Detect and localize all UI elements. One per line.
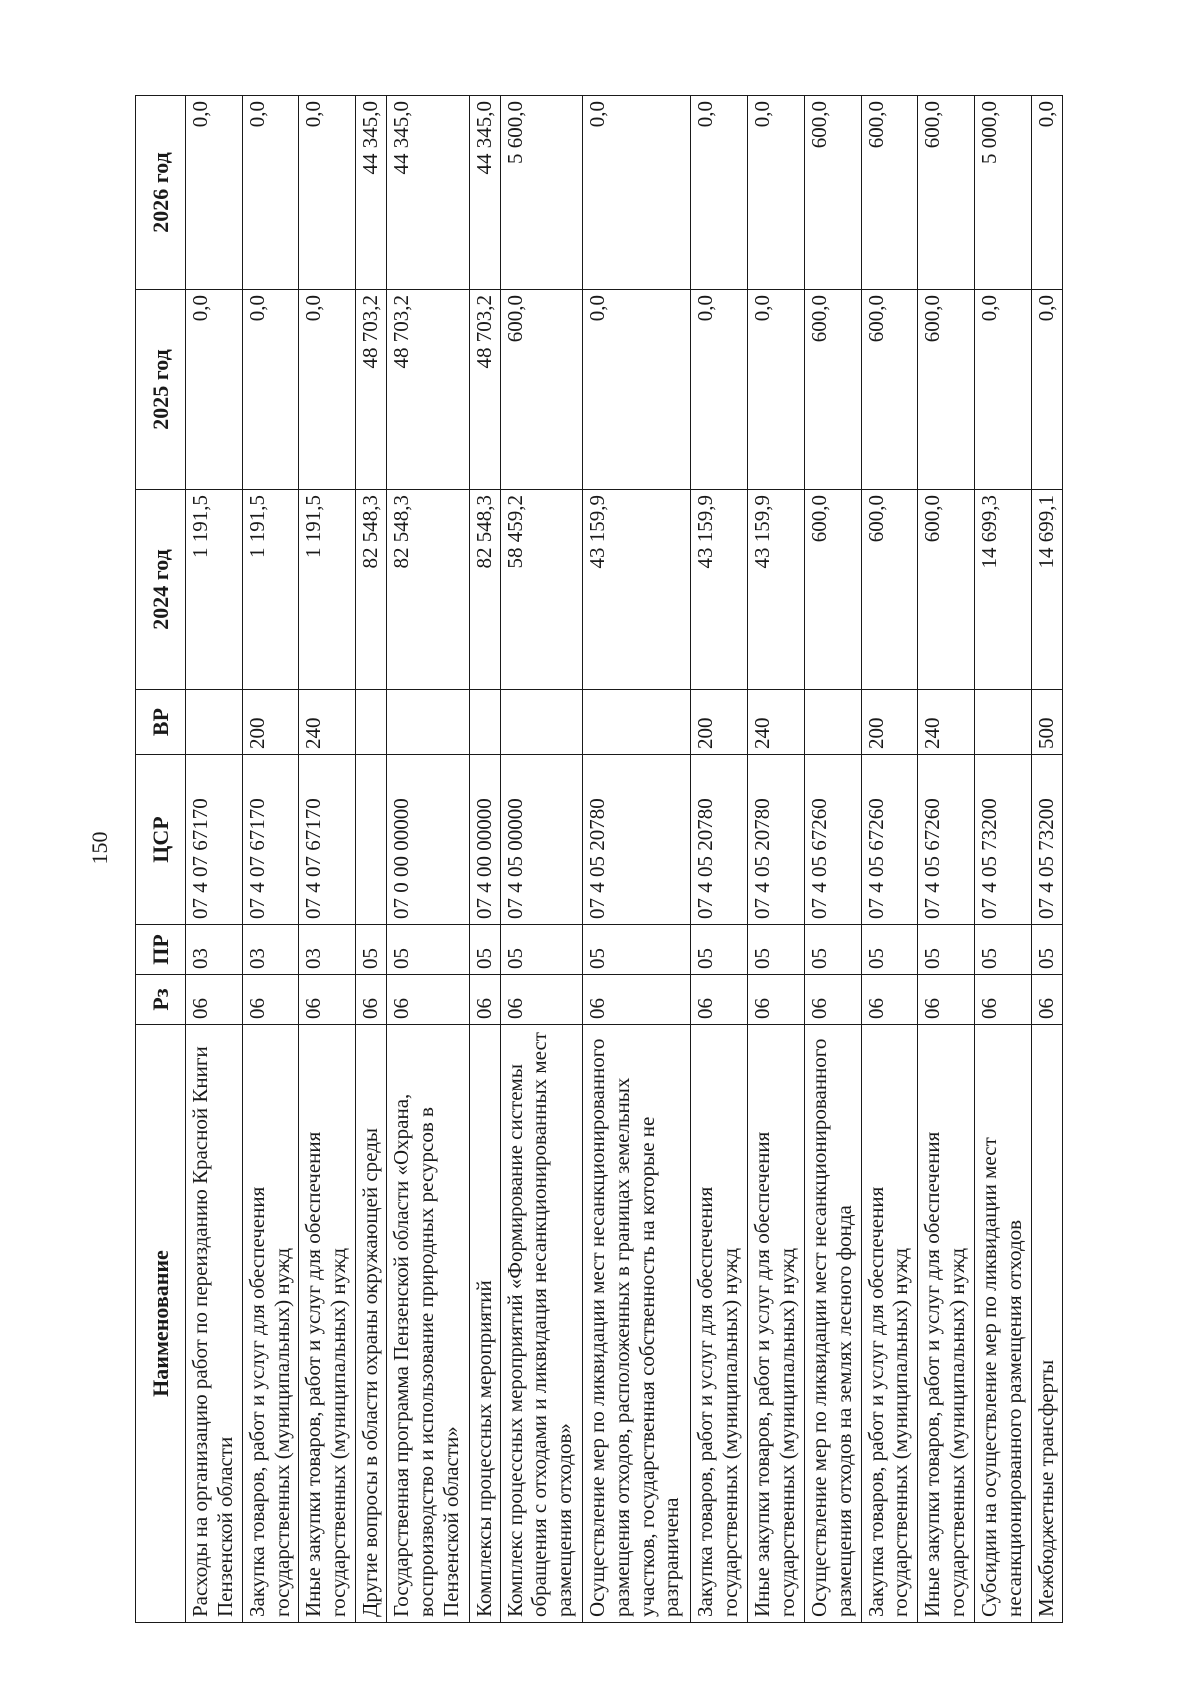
cell-2025: 0,0	[748, 290, 805, 490]
cell-csr: 07 4 05 73200	[1031, 755, 1062, 925]
cell-rz: 06	[748, 975, 805, 1025]
cell-name: Закупка товаров, работ и услуг для обеспечения государственных (муниципальных) нужд	[242, 1025, 299, 1623]
cell-csr: 07 4 07 67170	[242, 755, 299, 925]
cell-vr	[583, 690, 691, 755]
cell-name: Иные закупки товаров, работ и услуг для обеспечения государственных (муниципальных) нужд	[918, 1025, 975, 1623]
table-row	[748, 96, 805, 1623]
cell-2024: 600,0	[918, 490, 975, 690]
cell-2024: 1 191,5	[186, 490, 243, 690]
cell-csr: 07 4 05 20780	[748, 755, 805, 925]
table-row	[804, 96, 861, 1623]
cell-2025: 600,0	[804, 290, 861, 490]
cell-csr: 07 4 05 73200	[975, 755, 1032, 925]
header-2024: 2024 год	[136, 490, 186, 690]
cell-pr: 03	[242, 925, 299, 975]
cell-vr	[387, 690, 470, 755]
cell-pr: 03	[299, 925, 356, 975]
cell-rz: 06	[387, 975, 470, 1025]
cell-name: Иные закупки товаров, работ и услуг для обеспечения государственных (муниципальных) нужд	[299, 1025, 356, 1623]
cell-2025: 48 703,2	[387, 290, 470, 490]
table-row	[583, 96, 691, 1623]
budget-table	[135, 95, 1063, 1623]
cell-vr: 200	[691, 690, 748, 755]
cell-csr: 07 4 05 67260	[861, 755, 918, 925]
cell-2026: 0,0	[691, 96, 748, 290]
cell-rz: 06	[583, 975, 691, 1025]
table-row	[356, 96, 387, 1623]
cell-2025: 0,0	[186, 290, 243, 490]
cell-2024: 43 159,9	[691, 490, 748, 690]
cell-rz: 06	[804, 975, 861, 1025]
cell-pr: 03	[186, 925, 243, 975]
cell-2026: 0,0	[186, 96, 243, 290]
cell-vr	[975, 690, 1032, 755]
cell-name: Осуществление мер по ликвидации мест несанкционированного размещения отходов на землях лесного фонда	[804, 1025, 861, 1623]
cell-2026: 0,0	[299, 96, 356, 290]
rotated-page-content	[135, 96, 1063, 1623]
page-number: 150	[87, 831, 112, 865]
cell-pr: 05	[861, 925, 918, 975]
cell-csr: 07 4 00 00000	[469, 755, 500, 925]
cell-2026: 600,0	[804, 96, 861, 290]
table-row	[469, 96, 500, 1623]
header-vr: ВР	[136, 690, 186, 755]
cell-csr: 07 0 00 00000	[387, 755, 470, 925]
cell-2025: 600,0	[918, 290, 975, 490]
cell-pr: 05	[748, 925, 805, 975]
table-row	[299, 96, 356, 1623]
cell-2024: 82 548,3	[469, 490, 500, 690]
cell-2026: 5 000,0	[975, 96, 1032, 290]
cell-2024: 600,0	[861, 490, 918, 690]
cell-pr: 05	[469, 925, 500, 975]
cell-2024: 43 159,9	[748, 490, 805, 690]
cell-2024: 14 699,1	[1031, 490, 1062, 690]
table-row	[1031, 96, 1062, 1623]
cell-rz: 06	[691, 975, 748, 1025]
cell-2026: 5 600,0	[500, 96, 583, 290]
cell-name: Иные закупки товаров, работ и услуг для обеспечения государственных (муниципальных) нужд	[748, 1025, 805, 1623]
cell-2024: 14 699,3	[975, 490, 1032, 690]
table-row	[242, 96, 299, 1623]
table-header-row	[136, 96, 186, 1623]
cell-name: Субсидии на осуществление мер по ликвидации мест несанкционированного размещения отходов	[975, 1025, 1032, 1623]
cell-name: Закупка товаров, работ и услуг для обеспечения государственных (муниципальных) нужд	[691, 1025, 748, 1623]
cell-2026: 44 345,0	[469, 96, 500, 290]
header-csr: ЦСР	[136, 755, 186, 925]
cell-rz: 06	[299, 975, 356, 1025]
cell-name: Расходы на организацию работ по переизданию Красной Книги Пензенской области	[186, 1025, 243, 1623]
table-row	[186, 96, 243, 1623]
table-row	[691, 96, 748, 1623]
table-row	[861, 96, 918, 1623]
cell-csr: 07 4 05 67260	[804, 755, 861, 925]
cell-pr: 05	[583, 925, 691, 975]
cell-pr: 05	[918, 925, 975, 975]
cell-name: Закупка товаров, работ и услуг для обеспечения государственных (муниципальных) нужд	[861, 1025, 918, 1623]
cell-csr: 07 4 05 00000	[500, 755, 583, 925]
table-row	[500, 96, 583, 1623]
cell-rz: 06	[975, 975, 1032, 1025]
cell-2025: 600,0	[500, 290, 583, 490]
cell-vr	[186, 690, 243, 755]
cell-csr: 07 4 07 67170	[186, 755, 243, 925]
cell-vr	[356, 690, 387, 755]
cell-vr: 240	[918, 690, 975, 755]
cell-pr: 05	[1031, 925, 1062, 975]
cell-2026: 44 345,0	[387, 96, 470, 290]
cell-rz: 06	[861, 975, 918, 1025]
cell-2024: 1 191,5	[242, 490, 299, 690]
header-2026: 2026 год	[136, 96, 186, 290]
cell-2025: 600,0	[861, 290, 918, 490]
cell-vr: 200	[242, 690, 299, 755]
cell-csr: 07 4 05 20780	[583, 755, 691, 925]
cell-csr: 07 4 07 67170	[299, 755, 356, 925]
cell-2026: 600,0	[861, 96, 918, 290]
cell-pr: 05	[691, 925, 748, 975]
cell-2024: 1 191,5	[299, 490, 356, 690]
cell-vr	[804, 690, 861, 755]
cell-vr: 240	[748, 690, 805, 755]
table-row	[918, 96, 975, 1623]
header-2025: 2025 год	[136, 290, 186, 490]
cell-rz: 06	[1031, 975, 1062, 1025]
cell-rz: 06	[918, 975, 975, 1025]
cell-2026: 600,0	[918, 96, 975, 290]
cell-2025: 0,0	[583, 290, 691, 490]
cell-2025: 48 703,2	[469, 290, 500, 490]
cell-vr: 500	[1031, 690, 1062, 755]
cell-vr	[500, 690, 583, 755]
cell-2026: 44 345,0	[356, 96, 387, 290]
cell-rz: 06	[356, 975, 387, 1025]
cell-name: Комплекс процессных мероприятий «Формирование системы обращения с отходами и ликвидация несанкционированных мест размещения отходов»	[500, 1025, 583, 1623]
header-name: Наименование	[136, 1025, 186, 1623]
cell-pr: 05	[975, 925, 1032, 975]
cell-name: Осуществление мер по ликвидации мест несанкционированного размещения отходов, расположенных в границах земельных участков, государственная собственность на которые не разграничена	[583, 1025, 691, 1623]
cell-2026: 0,0	[748, 96, 805, 290]
cell-pr: 05	[356, 925, 387, 975]
cell-csr: 07 4 05 20780	[691, 755, 748, 925]
cell-2024: 58 459,2	[500, 490, 583, 690]
cell-2025: 0,0	[691, 290, 748, 490]
cell-rz: 06	[242, 975, 299, 1025]
cell-2024: 43 159,9	[583, 490, 691, 690]
cell-rz: 06	[469, 975, 500, 1025]
cell-csr	[356, 755, 387, 925]
cell-pr: 05	[804, 925, 861, 975]
header-rz: Рз	[136, 975, 186, 1025]
cell-name: Другие вопросы в области охраны окружающей среды	[356, 1025, 387, 1623]
cell-2025: 0,0	[975, 290, 1032, 490]
cell-vr: 200	[861, 690, 918, 755]
cell-2026: 0,0	[1031, 96, 1062, 290]
cell-2026: 0,0	[583, 96, 691, 290]
cell-name: Межбюджетные трансферты	[1031, 1025, 1062, 1623]
cell-2025: 0,0	[242, 290, 299, 490]
cell-2026: 0,0	[242, 96, 299, 290]
cell-pr: 05	[387, 925, 470, 975]
cell-2025: 48 703,2	[356, 290, 387, 490]
cell-2024: 82 548,3	[387, 490, 470, 690]
cell-name: Комплексы процессных мероприятий	[469, 1025, 500, 1623]
table-row	[975, 96, 1032, 1623]
cell-vr: 240	[299, 690, 356, 755]
cell-pr: 05	[500, 925, 583, 975]
cell-2025: 0,0	[299, 290, 356, 490]
cell-rz: 06	[500, 975, 583, 1025]
cell-2024: 600,0	[804, 490, 861, 690]
cell-name: Государственная программа Пензенской области «Охрана, воспроизводство и использование природных ресурсов в Пензенской области»	[387, 1025, 470, 1623]
cell-2025: 0,0	[1031, 290, 1062, 490]
cell-2024: 82 548,3	[356, 490, 387, 690]
table-row	[387, 96, 470, 1623]
header-pr: ПР	[136, 925, 186, 975]
cell-csr: 07 4 05 67260	[918, 755, 975, 925]
cell-rz: 06	[186, 975, 243, 1025]
cell-vr	[469, 690, 500, 755]
